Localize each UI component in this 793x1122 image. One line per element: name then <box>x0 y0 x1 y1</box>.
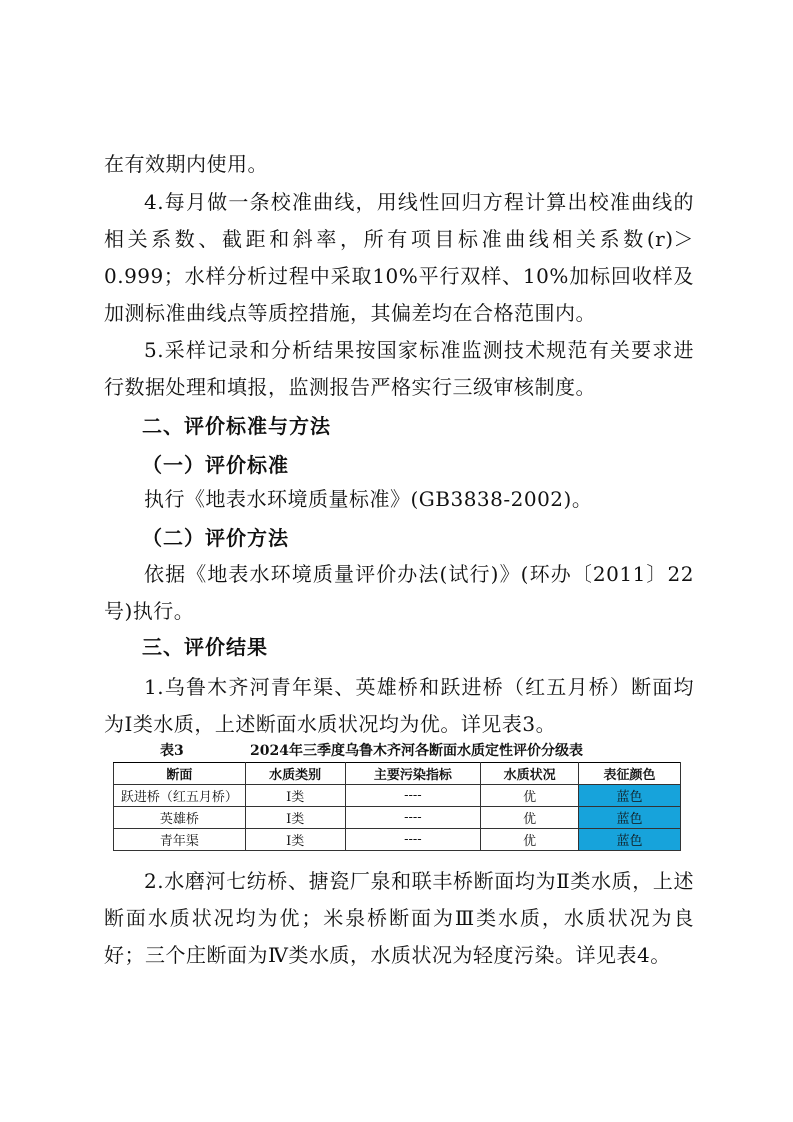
cell-quality-status: 优 <box>481 785 579 807</box>
cell-section: 青年渠 <box>114 829 246 851</box>
cell-quality-status: 优 <box>481 807 579 829</box>
paragraph-validity: 在有效期内使用。 <box>104 152 268 176</box>
cell-indicator-color: 蓝色 <box>579 807 681 829</box>
section-heading-evaluation-standard-method: 二、评价标准与方法 <box>142 414 331 438</box>
water-quality-table <box>113 762 681 851</box>
table-number: 表3 <box>160 743 184 759</box>
header-quality-class: 水质类别 <box>245 763 345 785</box>
cell-quality-class: Ⅰ类 <box>245 807 345 829</box>
header-main-pollutant: 主要污染指标 <box>345 763 480 785</box>
table-row <box>114 807 681 829</box>
subheading-evaluation-method: （二）评价方法 <box>142 526 289 550</box>
cell-section: 跃进桥（红五月桥） <box>114 785 246 807</box>
table-row <box>114 785 681 807</box>
header-section: 断面 <box>114 763 246 785</box>
paragraph-calibration: 4.每月做一条校准曲线，用线性回归方程计算出校准曲线的相关系数、截距和斜率，所有项目标准曲线相关系数(r)＞0.999；水样分析过程中采取10%平行双样、10%加标回收样及加测标准曲线点等质控措施，其偏差均在合格范围内。 <box>104 190 694 325</box>
cell-quality-class: Ⅰ类 <box>245 829 345 851</box>
cell-quality-class: Ⅰ类 <box>245 785 345 807</box>
cell-main-pollutant: ---- <box>345 785 480 807</box>
cell-indicator-color: 蓝色 <box>579 785 681 807</box>
section-heading-evaluation-results: 三、评价结果 <box>142 635 268 659</box>
table-row <box>114 829 681 851</box>
subheading-evaluation-standard: （一）评价标准 <box>142 453 289 477</box>
cell-section: 英雄桥 <box>114 807 246 829</box>
paragraph-result-2: 2.水磨河七纺桥、搪瓷厂泉和联丰桥断面均为Ⅱ类水质，上述断面水质状况均为优；米泉桥断面为Ⅲ类水质，水质状况为良好；三个庄断面为Ⅳ类水质，水质状况为轻度污染。详见表4。 <box>104 869 694 967</box>
paragraph-standard-text: 执行《地表水环境质量标准》(GB3838-2002)。 <box>144 487 593 511</box>
paragraph-method-text: 依据《地表水环境质量评价办法(试行)》(环办〔2011〕22号)执行。 <box>104 562 694 623</box>
cell-main-pollutant: ---- <box>345 807 480 829</box>
table-caption <box>160 741 680 761</box>
table-title: 2024年三季度乌鲁木齐河各断面水质定性评价分级表 <box>250 743 583 759</box>
paragraph-sampling-records: 5.采样记录和分析结果按国家标准监测技术规范有关要求进行数据处理和填报，监测报告严格实行三级审核制度。 <box>104 338 694 399</box>
header-indicator-color: 表征颜色 <box>579 763 681 785</box>
cell-main-pollutant: ---- <box>345 829 480 851</box>
cell-indicator-color: 蓝色 <box>579 829 681 851</box>
cell-quality-status: 优 <box>481 829 579 851</box>
header-quality-status: 水质状况 <box>481 763 579 785</box>
paragraph-result-1: 1.乌鲁木齐河青年渠、英雄桥和跃进桥（红五月桥）断面均为Ⅰ类水质，上述断面水质状况均为优。详见表3。 <box>104 675 694 736</box>
table-header-row <box>114 763 681 785</box>
